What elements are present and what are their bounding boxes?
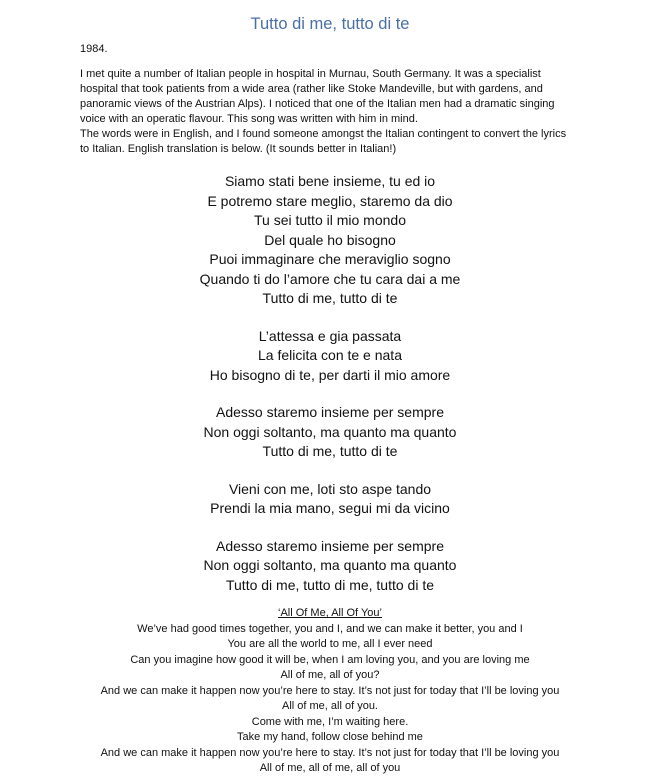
lyric-line: Puoi immaginare che meraviglio sogno bbox=[209, 251, 451, 267]
lyric-line: Ho bisogno di te, per darti il mio amore bbox=[209, 366, 451, 383]
intro-line: I met quite a number of Italian people in hospital in Murnau, South Germany. It was a specialist bbox=[80, 68, 541, 80]
lyric-line: Siamo stati bene insieme, tu ed io bbox=[224, 173, 436, 189]
lyric-line: Tutto di me, tutto di me, tutto di te bbox=[225, 576, 435, 593]
stanza bbox=[0, 537, 660, 596]
translation-line: All of me, all of you. bbox=[282, 700, 378, 712]
lyric-line: Non oggi soltanto, ma quanto ma quanto bbox=[203, 423, 457, 440]
translation-line: All of me, all of me, all of you bbox=[259, 762, 401, 774]
lyric-line: Adesso staremo insieme per sempre bbox=[216, 537, 444, 554]
lyric-line: Non oggi soltanto, ma quanto ma quanto bbox=[203, 557, 457, 573]
translation-line: And we can make it happen now you’re here to stay. It’s not just for today that I’ll be loving you bbox=[100, 746, 560, 759]
translation-line: Take my hand, follow close behind me bbox=[237, 731, 423, 743]
translation-line: And we can make it happen now you’re here to stay. It’s not just for today that I’ll be loving you bbox=[100, 684, 560, 697]
intro-line: voice with an operatic flavour. This song was written with him in mind. bbox=[80, 113, 418, 125]
translation-line: You are all the world to me, all I ever need bbox=[227, 638, 433, 650]
stanza bbox=[0, 480, 660, 519]
lyric-line: Prendi la mia mano, segui mi da vicino bbox=[210, 500, 450, 516]
translation-line: Can you imagine how good it will be, when I am loving you, and you are loving me bbox=[130, 653, 530, 666]
translation-line: Come with me, I’m waiting here. bbox=[251, 715, 409, 728]
intro-line: panoramic views of the Austrian Alps). I noticed that one of the Italian men had a dramatic singing bbox=[80, 98, 555, 110]
intro-line: The words were in English, and I found someone amongst the Italian contingent to convert the lyrics bbox=[80, 128, 567, 140]
lyric-line: E potremo stare meglio, staremo da dio bbox=[207, 192, 453, 209]
intro-line: hospital that took patients from a wide area (rather like Stoke Mandeville, but with gardens, and bbox=[80, 83, 543, 95]
stanza bbox=[0, 172, 660, 309]
italian-lyrics bbox=[0, 172, 660, 613]
stanza bbox=[0, 403, 660, 462]
lyric-line: Tu sei tutto il mio mondo bbox=[254, 212, 406, 228]
lyric-line: Adesso staremo insieme per sempre bbox=[216, 404, 444, 420]
intro-paragraph bbox=[80, 67, 600, 157]
lyric-line: Vieni con me, loti sto aspe tando bbox=[228, 480, 432, 497]
translation-line: We’ve had good times together, you and I, and we can make it better, you and I bbox=[137, 622, 523, 635]
lyric-line: Tutto di me, tutto di te bbox=[262, 443, 398, 459]
translation-line: All of me, all of you? bbox=[280, 669, 380, 681]
intro-line: to Italian. English translation is below. (It sounds better in Italian!) bbox=[80, 143, 397, 155]
english-translation bbox=[0, 606, 660, 777]
translation-title: ‘All Of Me, All Of You’ bbox=[278, 607, 382, 619]
document-title: Tutto di me, tutto di te bbox=[250, 15, 410, 33]
lyric-line: Tutto di me, tutto di te bbox=[262, 290, 398, 306]
lyric-line: La felicita con te e nata bbox=[258, 347, 402, 363]
lyric-line: L’attessa e gia passata bbox=[258, 327, 402, 344]
year-label: 1984. bbox=[80, 43, 108, 55]
lyric-line: Del quale ho bisogno bbox=[264, 231, 396, 248]
stanza bbox=[0, 327, 660, 386]
lyric-line: Quando ti do l’amore che tu cara dai a me bbox=[199, 270, 461, 287]
